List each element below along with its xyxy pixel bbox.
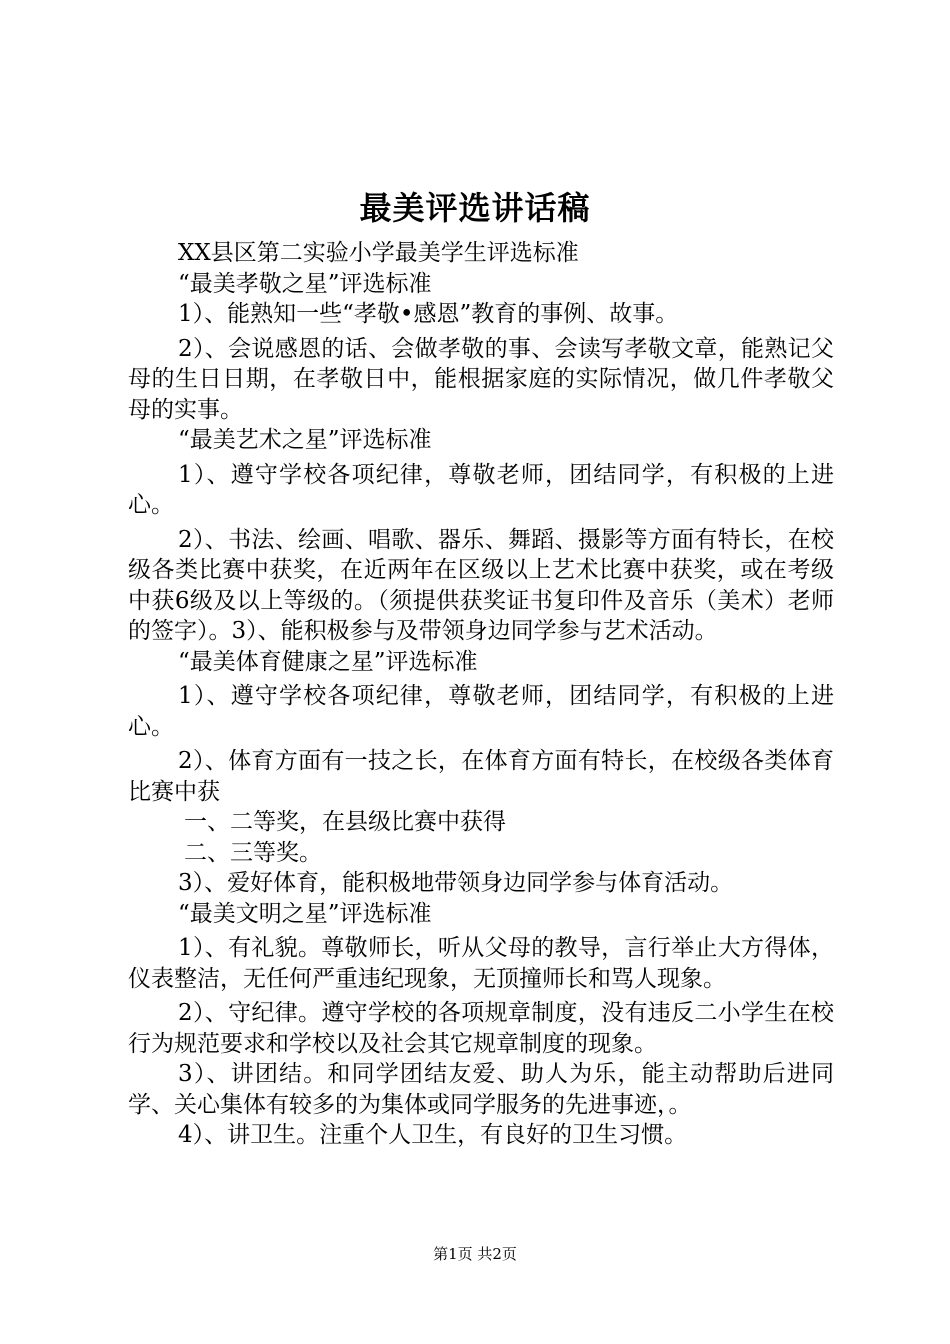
paragraph: 4）、讲卫生。注重个人卫生，有良好的卫生习惯。 [178, 1122, 688, 1148]
paragraph: 一、二等奖，在县级比赛中获得 [184, 809, 506, 835]
paragraph: 2）、会说感恩的话、会做孝敬的事、会读写孝敬文章，能熟记父母的生日日期，在孝敬日中，能根据家庭的实际情况，做几件孝敬父母的实事。 [128, 335, 834, 423]
page-indicator: 第1页 共2页 [433, 1245, 517, 1263]
paragraph: 2）、书法、绘画、唱歌、器乐、舞蹈、摄影等方面有特长，在校级各类比赛中获奖，在近两年在区级以上艺术比赛中获奖，或在考级中获6级及以上等级的。（须提供获奖证书复印件及音乐（美术）老师的签字）。3）、能积极参与及带领身边同学参与艺术活动。 [128, 526, 834, 644]
paragraph: 2）、守纪律。遵守学校的各项规章制度，没有违反二小学生在校行为规范要求和学校以及社会其它规章制度的现象。 [128, 1000, 834, 1057]
paragraph: 1）、能熟知一些“孝敬•感恩”教育的事例、故事。 [178, 301, 679, 327]
paragraph: 1）、遵守学校各项纪律，尊敬老师，团结同学，有积极的上进心。 [128, 683, 834, 740]
section-heading-civility: “最美文明之星”评选标准 [178, 900, 432, 927]
paragraph: 3）、讲团结。和同学团结友爱、助人为乐，能主动帮助后进同学、关心集体有较多的为集体或同学服务的先进事迹，。 [128, 1061, 834, 1118]
paragraph: 1）、遵守学校各项纪律，尊敬老师，团结同学，有积极的上进心。 [128, 461, 834, 518]
document-body [128, 238, 834, 1151]
paragraph: 二、三等奖。 [184, 839, 322, 866]
paragraph-school-heading: XX县区第二实验小学最美学生评选标准 [178, 240, 579, 266]
paragraph: 3）、爱好体育，能积极地带领身边同学参与体育活动。 [178, 870, 734, 896]
section-heading-filial: “最美孝敬之星”评选标准 [178, 270, 432, 297]
section-heading-sports: “最美体育健康之星”评选标准 [178, 648, 478, 675]
paragraph: 1）、有礼貌。尊敬师长，听从父母的教导，言行举止大方得体，仪表整洁，无任何严重违纪现象，无顶撞师长和骂人现象。 [128, 935, 834, 992]
document-title: 最美评选讲话稿 [359, 189, 591, 227]
section-heading-art: “最美艺术之星”评选标准 [178, 427, 432, 453]
paragraph: 2）、体育方面有一技之长，在体育方面有特长，在校级各类体育比赛中获 [128, 748, 834, 805]
